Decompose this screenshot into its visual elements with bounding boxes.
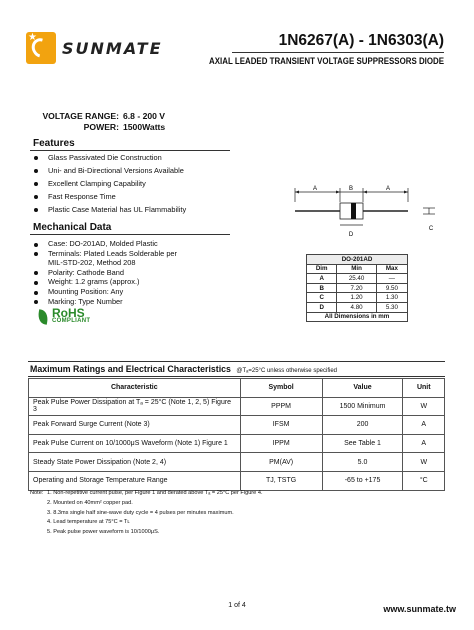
page-number: 1 of 4	[228, 602, 246, 609]
table-row	[307, 283, 408, 293]
list-item: Marking: Type Number	[34, 297, 177, 307]
ratings-cell: 5.0	[322, 453, 403, 472]
list-item: Uni- and Bi-Directional Versions Available	[34, 165, 186, 176]
table-row	[29, 434, 445, 453]
ratings-header: Value	[322, 379, 403, 398]
voltage-label: VOLTAGE RANGE:	[42, 111, 119, 121]
mechanical-heading: Mechanical Data	[30, 221, 230, 235]
table-row	[29, 471, 445, 490]
ratings-cell: °C	[403, 471, 445, 490]
dim-label-d: D	[348, 232, 354, 238]
header-divider	[232, 52, 444, 53]
ratings-cell: 1500 Minimum	[322, 397, 403, 416]
ratings-header: Unit	[403, 379, 445, 398]
ratings-cell: Operating and Storage Temperature Range	[29, 471, 241, 490]
note-item: 2. Mounted on 40mm² copper pad.	[47, 499, 133, 506]
list-item: Case: DO-201AD, Molded Plastic	[34, 239, 177, 249]
ratings-cell: -65 to +175	[322, 471, 403, 490]
rohs-badge	[38, 306, 91, 325]
features-heading: Features	[30, 137, 230, 151]
list-item: Glass Passivated Die Construction	[34, 152, 186, 163]
list-item: Mounting Position: Any	[34, 287, 177, 297]
ratings-cell: Peak Pulse Current on 10/1000μS Waveform (Note 1) Figure 1	[29, 434, 241, 453]
ratings-cell: W	[403, 453, 445, 472]
dim-cell: B	[307, 283, 337, 293]
note-item: 3. 8.3ms single half sine-wave duty cycle = 4 pulses per minutes maximum.	[47, 509, 234, 516]
ratings-cell: Steady State Power Dissipation (Note 2, 4)	[29, 453, 241, 472]
dim-header: Dim	[307, 264, 337, 274]
document-subtitle: AXIAL LEADED TRANSIENT VOLTAGE SUPPRESSORS DIODE	[209, 56, 444, 66]
dimension-table	[306, 254, 408, 322]
website-link[interactable]: www.sunmate.tw	[383, 604, 456, 614]
power-value: 1500Watts	[123, 122, 166, 132]
ratings-cell: Peak Forward Surge Current (Note 3)	[29, 416, 241, 435]
ratings-cell: A	[403, 416, 445, 435]
logo-mark-icon: ★	[26, 32, 56, 64]
ratings-cell: TJ, TSTG	[240, 471, 322, 490]
list-item: Excellent Clamping Capability	[34, 178, 186, 189]
dim-header: Max	[376, 264, 407, 274]
rohs-sub: COMPLIANT	[52, 318, 91, 324]
rohs-main: RoHS	[52, 306, 85, 320]
note-item: 4. Lead temperature at 75°C = Tʟ	[47, 519, 130, 526]
table-row	[307, 302, 408, 312]
terminals-cont: MIL-STD-202, Method 208	[48, 258, 136, 268]
list-item	[34, 249, 177, 268]
dim-cell: 9.50	[376, 283, 407, 293]
dimension-table-footer: All Dimensions in mm	[307, 312, 408, 322]
logo-text: SUNMATE	[62, 38, 163, 58]
notes-lead: Note:	[30, 490, 44, 496]
ratings-cell: IPPM	[240, 434, 322, 453]
ratings-cell: IFSM	[240, 416, 322, 435]
dim-cell: D	[307, 302, 337, 312]
note-item: 5. Peak pulse power waveform is 10/1000μS.	[47, 529, 160, 536]
ratings-cell: PM(AV)	[240, 453, 322, 472]
notes-block	[30, 489, 263, 538]
ratings-heading	[28, 361, 445, 377]
table-row	[29, 453, 445, 472]
dimension-table-title: DO-201AD	[307, 255, 408, 265]
features-list	[34, 152, 186, 217]
dim-cell: A	[307, 274, 337, 284]
table-row	[29, 416, 445, 435]
terminals-line: Terminals: Plated Leads Solderable per	[48, 248, 177, 258]
part-range-title: 1N6267(A) - 1N6303(A)	[278, 32, 444, 49]
ratings-cell: PPPM	[240, 397, 322, 416]
list-item: Fast Response Time	[34, 191, 186, 202]
dim-label-a-right: A	[385, 186, 391, 192]
ratings-condition: @Tₐ=25°C unless otherwise specified	[236, 368, 337, 374]
dim-cell: 1.20	[337, 293, 376, 303]
table-row	[29, 397, 445, 416]
leaf-icon	[37, 309, 49, 325]
package-outline-diagram	[290, 180, 460, 240]
dim-label-a: A	[312, 186, 318, 192]
dim-cell: 4.80	[337, 302, 376, 312]
dim-cell: —	[376, 274, 407, 284]
ratings-cell: A	[403, 434, 445, 453]
ratings-table	[28, 378, 445, 491]
dim-cell: 5.30	[376, 302, 407, 312]
list-item: Polarity: Cathode Band	[34, 268, 177, 278]
list-item: Plastic Case Material has UL Flammability	[34, 204, 186, 215]
dim-cell: C	[307, 293, 337, 303]
dim-cell: 1.30	[376, 293, 407, 303]
ratings-header: Symbol	[240, 379, 322, 398]
ratings-title: Maximum Ratings and Electrical Characteristics	[30, 364, 231, 374]
brand-logo	[26, 32, 163, 64]
voltage-value: 6.8 - 200 V	[123, 111, 166, 121]
table-row	[307, 274, 408, 284]
cathode-band	[351, 203, 356, 219]
ratings-cell: W	[403, 397, 445, 416]
mechanical-list	[34, 239, 177, 306]
power-label: POWER:	[83, 122, 119, 132]
list-item: Weight: 1.2 grams (approx.)	[34, 277, 177, 287]
dim-header: Min	[337, 264, 376, 274]
dim-cell: 7.20	[337, 283, 376, 293]
dim-label-c: C	[428, 226, 434, 232]
ratings-cell: See Table 1	[322, 434, 403, 453]
ratings-header: Characteristic	[29, 379, 241, 398]
note-item: 1. Non-repetitive current pulse, per Figure 1 and derated above Tₐ = 25°C per Figure 4.	[47, 490, 263, 496]
dim-cell: 25.40	[337, 274, 376, 284]
ratings-cell: 200	[322, 416, 403, 435]
dim-label-b: B	[348, 186, 354, 192]
ratings-cell: Peak Pulse Power Dissipation at Tₐ = 25°C (Note 1, 2, 5) Figure 3	[29, 397, 241, 416]
spec-block	[34, 111, 165, 133]
table-row	[307, 293, 408, 303]
